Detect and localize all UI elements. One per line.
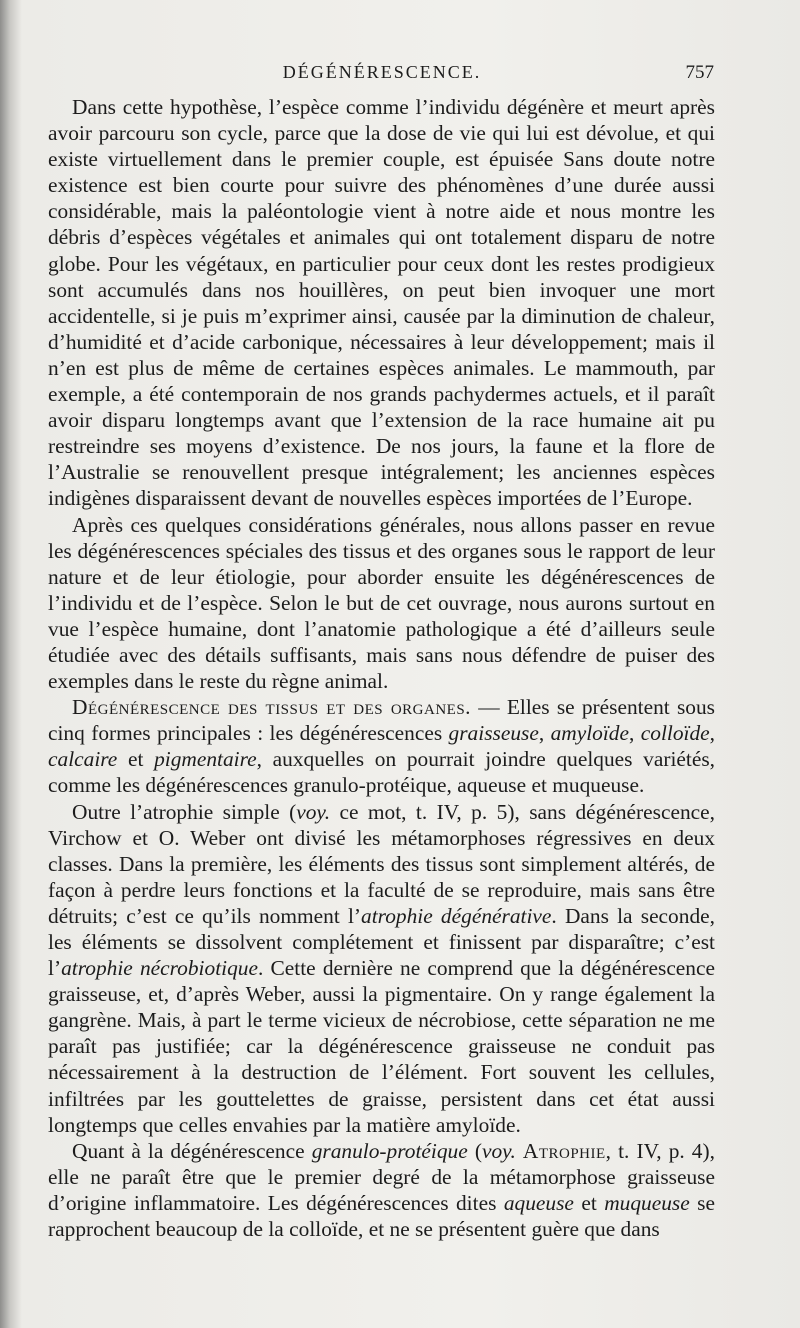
text-run: ce mot, t. IV, p. 5), sans dégénérescence, Virchow et O. Weber ont divisé les métamorphoses régressives en deux classes. Dans la première, les éléments des tissus sont simplement altérés, de façon à perdre leurs fonctions et la faculté de se reproduire, mais sans être détruits; c’est ce qu’ils nomment l’ (48, 799, 715, 928)
paragraph-2: Après ces quelques considérations générales, nous allons passer en revue les dégénérescences spéciales des tissus et des organes sous le rapport de leur nature et de leur étiologie, pour aborder ensuite les dégénérescences de l’individu et de l’espèce. Selon le but de cet ouvrage, nous aurons surtout en vue l’espèce humaine, dont l’anatomie pathologique a été d’ailleurs seule étudiée avec des détails suffisants, mais sans nous défendre de puiser des exemples dans le reste du règne animal. (48, 512, 715, 694)
text-run: — Elles se présentent sous cinq formes principales : les dégénérescences (48, 695, 715, 746)
small-caps-term: Atrophie (522, 1138, 606, 1163)
text-run: , (709, 721, 716, 746)
text-run: , t. IV, p. 4), elle ne paraît être que le premier degré de la métamorphose graisseuse d’origine inflammatoire. Les dégénérescences dites (48, 1138, 715, 1215)
text-run: , (538, 721, 551, 746)
italic-term: voy. (481, 1138, 516, 1163)
page-number: 757 (685, 62, 714, 83)
section-heading: Dégénérescence des tissus et des organes. (72, 695, 472, 720)
paragraph-1: Dans cette hypothèse, l’espèce comme l’individu dégénère et meurt après avoir parcouru son cycle, parce que la dose de vie qui lui est dévolue, et qui existe virtuellement dans le premier couple, est épuisée Sans doute notre existence est bien courte pour suivre des phénomènes d’une durée aussi considérable, mais la paléontologie vient à notre aide et nous montre les débris d’espèces végétales et animales qui ont totalement disparu de notre globe. Pour les végétaux, en particulier pour ceux dont les restes prodigieux sont accumulés dans nos houillères, on peut bien invoquer une mort accidentelle, si je puis m’exprimer ainsi, causée par la diminution de chaleur, d’humidité et d’acide carbonique, nécessaires à leur développement; mais il n’en est plus de même de certaines espèces animales. Le mammouth, par exemple, a été contemporain de nos grands pachydermes actuels, et il paraît avoir disparu longtemps avant que l’extension de la race humaine ait pu restreindre ses moyens d’existence. De nos jours, la faune et la flore de l’Australie se renouvellent presque intégralement; les anciennes espèces indigènes disparaissent devant de nouvelles espèces importées de l’Europe. (48, 95, 715, 511)
page-header (50, 58, 714, 88)
text-run: ( (467, 1138, 482, 1163)
italic-term: atrophie dégénérative (361, 903, 552, 928)
text-run (516, 1139, 523, 1163)
text-run: Quant à la dégénérescence (72, 1138, 312, 1163)
text-run: et (573, 1190, 605, 1215)
italic-term: amyloïde (550, 721, 630, 746)
text-run: . Cette dernière ne comprend que la dégénérescence graisseuse, et, d’après Weber, aussi la pigmentaire. On y range également la gangrène. Mais, à part le terme vicieux de nécrobiose, cette séparation ne me paraît pas justifiée; car la dégénérescence graisseuse ne conduit pas nécessairement à la destruction de l’élément. Fort souvent les cellules, infiltrées par les gouttelettes de graisse, persistent dans cet état aussi longtemps que celles envahies par la matière amyloïde. (48, 956, 715, 1137)
italic-term: voy. (296, 799, 331, 824)
italic-term: colloïde (640, 721, 710, 746)
italic-term: granulo-protéique (311, 1138, 468, 1163)
italic-term: graisseuse (448, 721, 539, 746)
italic-term: calcaire (48, 747, 118, 772)
italic-term: pigmentaire (154, 747, 257, 772)
text-run: Outre l’atrophie simple ( (72, 799, 297, 824)
text-run: , (629, 721, 641, 746)
italic-term: aqueuse (503, 1190, 574, 1215)
text-run: se rapprochent beaucoup de la colloïde, et ne se présentent guère que dans (48, 1190, 715, 1242)
paragraph-3 (48, 694, 715, 798)
italic-term: muqueuse (604, 1190, 690, 1215)
body-text (48, 94, 715, 1242)
text-run: , auxquelles on pourrait joindre quelques variétés, comme les dégénérescences granulo-protéique, aqueuse et muqueuse. (48, 747, 716, 798)
running-title: DÉGÉNÉRESCENCE. (282, 62, 482, 82)
paragraph-4 (48, 799, 715, 1138)
paragraph-5 (48, 1138, 715, 1242)
text-run: et (117, 747, 155, 772)
text-run: . Dans la seconde, les éléments se dissolvent complétement et finissent par disparaître; c’est l’ (48, 903, 715, 981)
italic-term: atrophie nécrobiotique (61, 956, 258, 981)
